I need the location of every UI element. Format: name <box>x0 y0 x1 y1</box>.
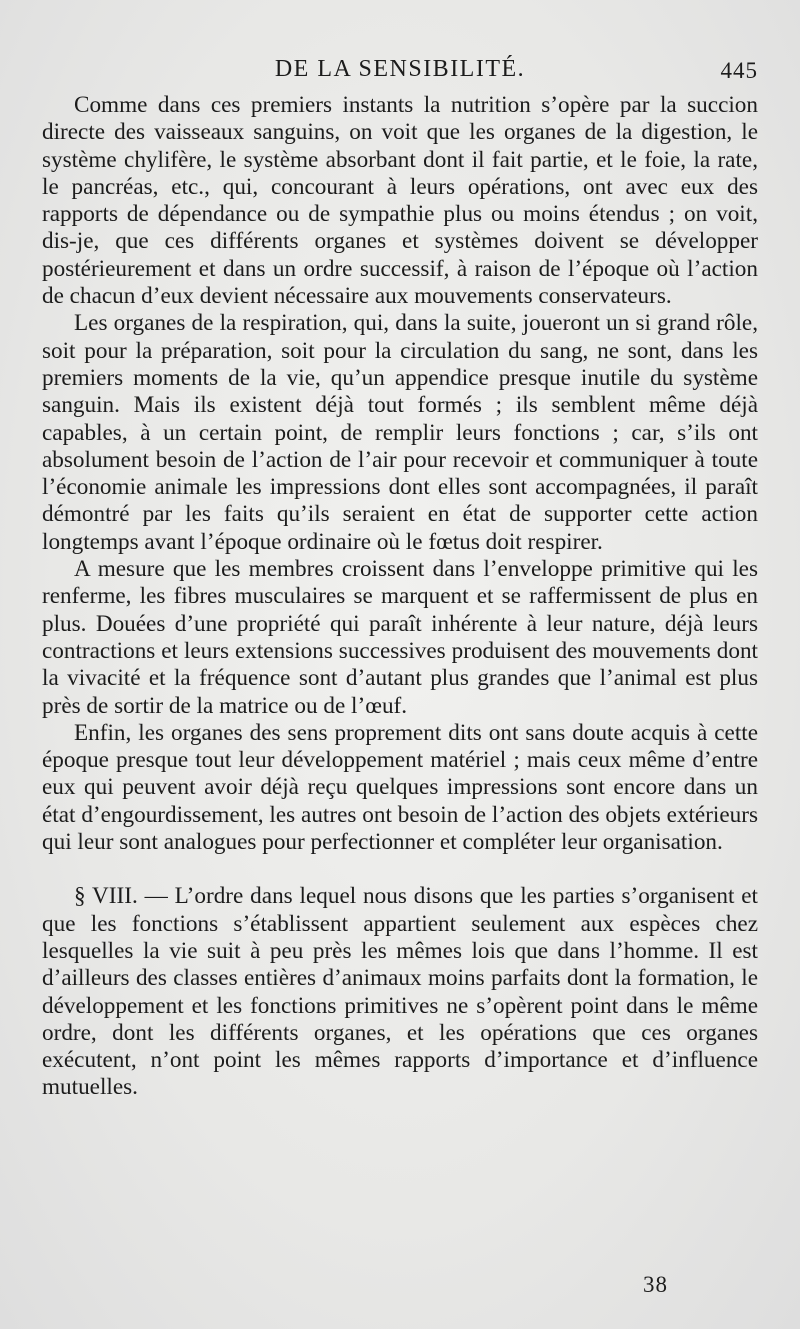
page-number: 445 <box>720 58 758 83</box>
paragraph-respiration: Les organes de la respiration, qui, dans la suite, joueront un si grand rôle, soit pour la préparation, soit pour la circulation du sang, ne sont, dans les premiers moments de la vie, qu’un appendice presque inutile du système sanguin. Mais ils existent déjà tout formés ; ils semblent même déjà capables, à un certain point, de remplir leurs fonctions ; car, s’ils ont absolument besoin de l’action de l’air pour recevoir et communiquer à toute l’économie animale les impressions dont elles sont accompagnées, il paraît démontré par les faits qu’ils seraient en état de supporter cette action longtemps avant l’époque ordinaire où le fœtus doit respirer. <box>42 310 758 555</box>
paragraph-membres: A mesure que les membres croissent dans l’enveloppe primitive qui les renferme, les fibres musculaires se marquent et se raffermissent de plus en plus. Douées d’une propriété qui paraît inhérente à leur nature, déjà leurs contractions et leurs extensions successives produisent des mouvements dont la vivacité et la fréquence sont d’autant plus grandes que l’animal est plus près de sortir de la matrice ou de l’œuf. <box>42 556 758 719</box>
signature-mark: 38 <box>643 1272 668 1297</box>
paragraph-sens: Enfin, les organes des sens proprement dits ont sans doute acquis à cette époque presque tout leur développement matériel ; mais ceux même d’entre eux qui peuvent avoir déjà reçu quelques impressions sont encore dans un état d’engourdissement, les autres ont besoin de l’action des objets extérieurs qui leur sont analogues pour perfectionner et compléter leur organisation. <box>42 719 758 856</box>
paragraph-nutrition: Comme dans ces premiers instants la nutrition s’opère par la succion directe des vaisseaux sanguins, on voit que les organes de la digestion, le système chylifère, le système absorbant dont il fait partie, et le foie, la rate, le pancréas, etc., qui, concourant à leurs opérations, ont avec eux des rapports de dépendance ou de sympathie plus ou moins étendus ; on voit, dis-je, que ces différents organes et systèmes doivent se développer postérieurement et dans un ordre successif, à raison de l’époque où l’action de chacun d’eux devient nécessaire aux mouvements conservateurs. <box>42 92 758 310</box>
body-text <box>42 92 758 1102</box>
section-viii-paragraph: § VIII. — L’ordre dans lequel nous disons que les parties s’organisent et que les fonctions s’établissent appartient seulement aux espèces chez lesquelles la vie suit à peu près les mêmes lois que dans l’homme. Il est d’ailleurs des classes entières d’animaux moins parfaits dont la formation, le développement et les fonctions primitives ne s’opèrent point dans le même ordre, dont les différents organes, et les opérations que ces organes exécutent, n’ont point les mêmes rapports d’importance et d’influence mutuelles. <box>42 883 758 1101</box>
running-title: DE LA SENSIBILITÉ. <box>274 56 526 82</box>
page-header <box>0 56 800 90</box>
